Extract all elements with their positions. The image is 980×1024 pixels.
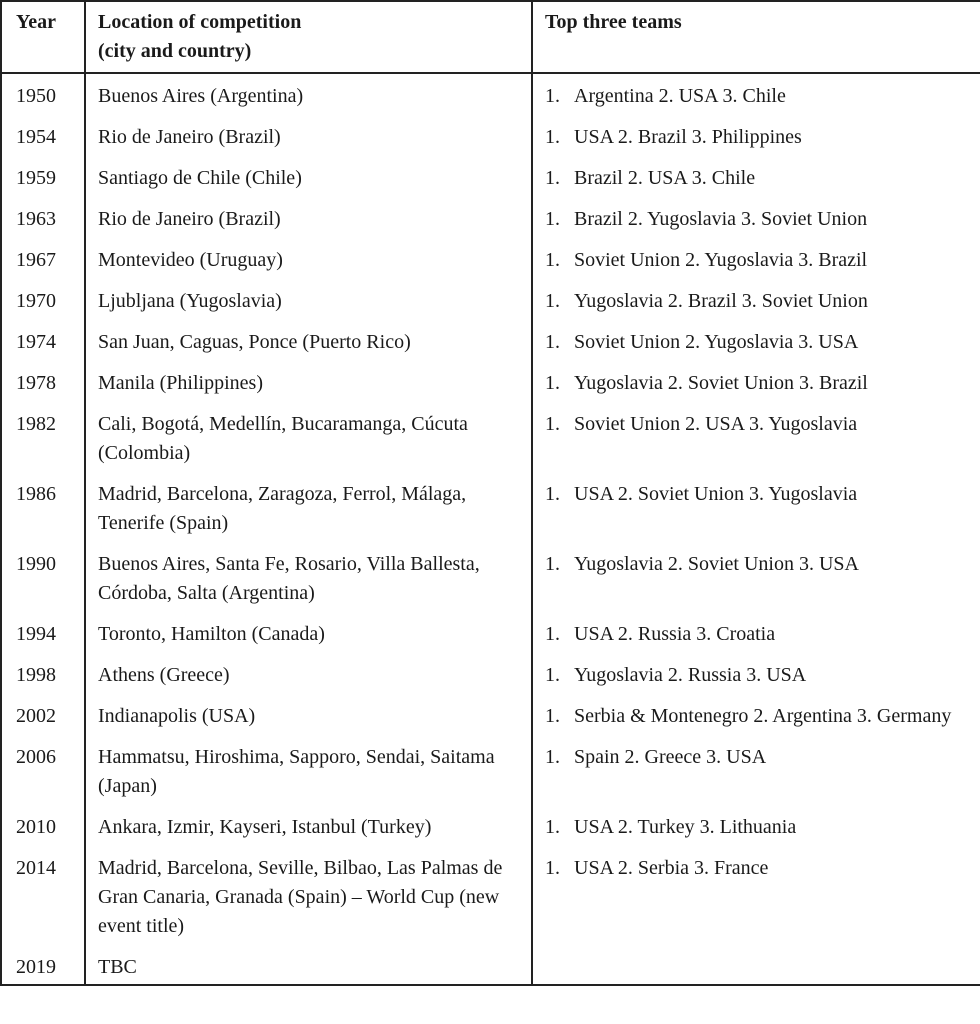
teams-cell: [532, 945, 980, 985]
location-cell: Cali, Bogotá, Medellín, Bucaramanga, Cúcuta (Colombia): [85, 402, 532, 472]
location-cell: Athens (Greece): [85, 653, 532, 694]
table-row: [1, 472, 980, 542]
rank-number: 1.: [545, 623, 560, 645]
teams-cell: [532, 735, 980, 805]
year-cell: 1959: [1, 156, 85, 197]
year-cell: 1974: [1, 320, 85, 361]
teams-text: Yugoslavia 2. Soviet Union 3. Brazil: [574, 372, 868, 394]
rank-number: 1.: [545, 553, 560, 575]
rank-number: 1.: [545, 857, 560, 879]
teams-text: Brazil 2. Yugoslavia 3. Soviet Union: [574, 208, 868, 230]
teams-text: Soviet Union 2. USA 3. Yugoslavia: [574, 413, 858, 435]
table-row: [1, 361, 980, 402]
header-teams: Top three teams: [532, 1, 980, 73]
location-cell: San Juan, Caguas, Ponce (Puerto Rico): [85, 320, 532, 361]
teams-cell: [532, 320, 980, 361]
location-cell: Buenos Aires, Santa Fe, Rosario, Villa Ballesta, Córdoba, Salta (Argentina): [85, 542, 532, 612]
teams-cell: [532, 542, 980, 612]
header-location: [85, 1, 532, 73]
location-cell: Santiago de Chile (Chile): [85, 156, 532, 197]
header-year: Year: [1, 1, 85, 73]
table-row: [1, 320, 980, 361]
teams-cell: [532, 612, 980, 653]
rank-number: 1.: [545, 816, 560, 838]
location-cell: Ljubljana (Yugoslavia): [85, 279, 532, 320]
teams-text: Spain 2. Greece 3. USA: [574, 746, 767, 768]
teams-text: Argentina 2. USA 3. Chile: [574, 85, 786, 107]
teams-cell: [532, 279, 980, 320]
teams-cell: [532, 653, 980, 694]
table-row: [1, 279, 980, 320]
year-cell: 2014: [1, 846, 85, 945]
year-cell: 1998: [1, 653, 85, 694]
table-row: [1, 238, 980, 279]
teams-text: Soviet Union 2. Yugoslavia 3. USA: [574, 331, 859, 353]
year-cell: 1978: [1, 361, 85, 402]
location-cell: Toronto, Hamilton (Canada): [85, 612, 532, 653]
year-cell: 2010: [1, 805, 85, 846]
year-cell: 1967: [1, 238, 85, 279]
teams-cell: [532, 197, 980, 238]
rank-number: 1.: [545, 331, 560, 353]
table-row: [1, 612, 980, 653]
rank-number: 1.: [545, 167, 560, 189]
teams-text: USA 2. Soviet Union 3. Yugoslavia: [574, 483, 858, 505]
teams-text: USA 2. Russia 3. Croatia: [574, 623, 776, 645]
table-row: [1, 653, 980, 694]
year-cell: 2002: [1, 694, 85, 735]
year-cell: 1990: [1, 542, 85, 612]
table-row: [1, 115, 980, 156]
year-cell: 1963: [1, 197, 85, 238]
teams-text: Yugoslavia 2. Russia 3. USA: [574, 664, 807, 686]
location-cell: Montevideo (Uruguay): [85, 238, 532, 279]
year-cell: 1982: [1, 402, 85, 472]
location-cell: Madrid, Barcelona, Seville, Bilbao, Las Palmas de Gran Canaria, Granada (Spain) – World Cup (new event title): [85, 846, 532, 945]
rank-number: 1.: [545, 413, 560, 435]
table-row: [1, 156, 980, 197]
year-cell: 2006: [1, 735, 85, 805]
location-cell: Ankara, Izmir, Kayseri, Istanbul (Turkey): [85, 805, 532, 846]
teams-cell: [532, 472, 980, 542]
location-cell: Hammatsu, Hiroshima, Sapporo, Sendai, Saitama (Japan): [85, 735, 532, 805]
teams-cell: [532, 402, 980, 472]
year-cell: 2019: [1, 945, 85, 985]
teams-text: USA 2. Turkey 3. Lithuania: [574, 816, 797, 838]
rank-number: 1.: [545, 705, 560, 727]
table-row: [1, 945, 980, 985]
teams-cell: [532, 115, 980, 156]
location-cell: Manila (Philippines): [85, 361, 532, 402]
teams-cell: [532, 805, 980, 846]
table-row: [1, 73, 980, 115]
header-location-line1: Location of competition: [98, 11, 302, 33]
year-cell: 1954: [1, 115, 85, 156]
year-cell: 1950: [1, 73, 85, 115]
year-cell: 1994: [1, 612, 85, 653]
rank-number: 1.: [545, 126, 560, 148]
teams-text: Soviet Union 2. Yugoslavia 3. Brazil: [574, 249, 868, 271]
location-cell: Madrid, Barcelona, Zaragoza, Ferrol, Málaga, Tenerife (Spain): [85, 472, 532, 542]
teams-cell: [532, 156, 980, 197]
teams-text: Yugoslavia 2. Soviet Union 3. USA: [574, 553, 859, 575]
location-cell: Buenos Aires (Argentina): [85, 73, 532, 115]
table-row: [1, 735, 980, 805]
year-cell: 1970: [1, 279, 85, 320]
location-cell: TBC: [85, 945, 532, 985]
location-cell: Rio de Janeiro (Brazil): [85, 115, 532, 156]
year-cell: 1986: [1, 472, 85, 542]
rank-number: 1.: [545, 208, 560, 230]
location-cell: Rio de Janeiro (Brazil): [85, 197, 532, 238]
teams-cell: [532, 238, 980, 279]
table-row: [1, 694, 980, 735]
teams-text: USA 2. Brazil 3. Philippines: [574, 126, 802, 148]
rank-number: 1.: [545, 664, 560, 686]
teams-cell: [532, 73, 980, 115]
location-cell: Indianapolis (USA): [85, 694, 532, 735]
rank-number: 1.: [545, 483, 560, 505]
teams-cell: [532, 694, 980, 735]
rank-number: 1.: [545, 290, 560, 312]
teams-text: Brazil 2. USA 3. Chile: [574, 167, 756, 189]
rank-number: 1.: [545, 85, 560, 107]
teams-cell: [532, 361, 980, 402]
table-row: [1, 805, 980, 846]
teams-text: Serbia & Montenegro 2. Argentina 3. Germany: [574, 705, 952, 727]
teams-text: USA 2. Serbia 3. France: [574, 857, 769, 879]
table-row: [1, 846, 980, 945]
table-row: [1, 542, 980, 612]
header-location-line2: (city and country): [98, 40, 252, 62]
rank-number: 1.: [545, 249, 560, 271]
header-row: [1, 1, 980, 73]
table-row: [1, 197, 980, 238]
rank-number: 1.: [545, 746, 560, 768]
rank-number: 1.: [545, 372, 560, 394]
teams-text: Yugoslavia 2. Brazil 3. Soviet Union: [574, 290, 868, 312]
table-row: [1, 402, 980, 472]
teams-cell: [532, 846, 980, 945]
